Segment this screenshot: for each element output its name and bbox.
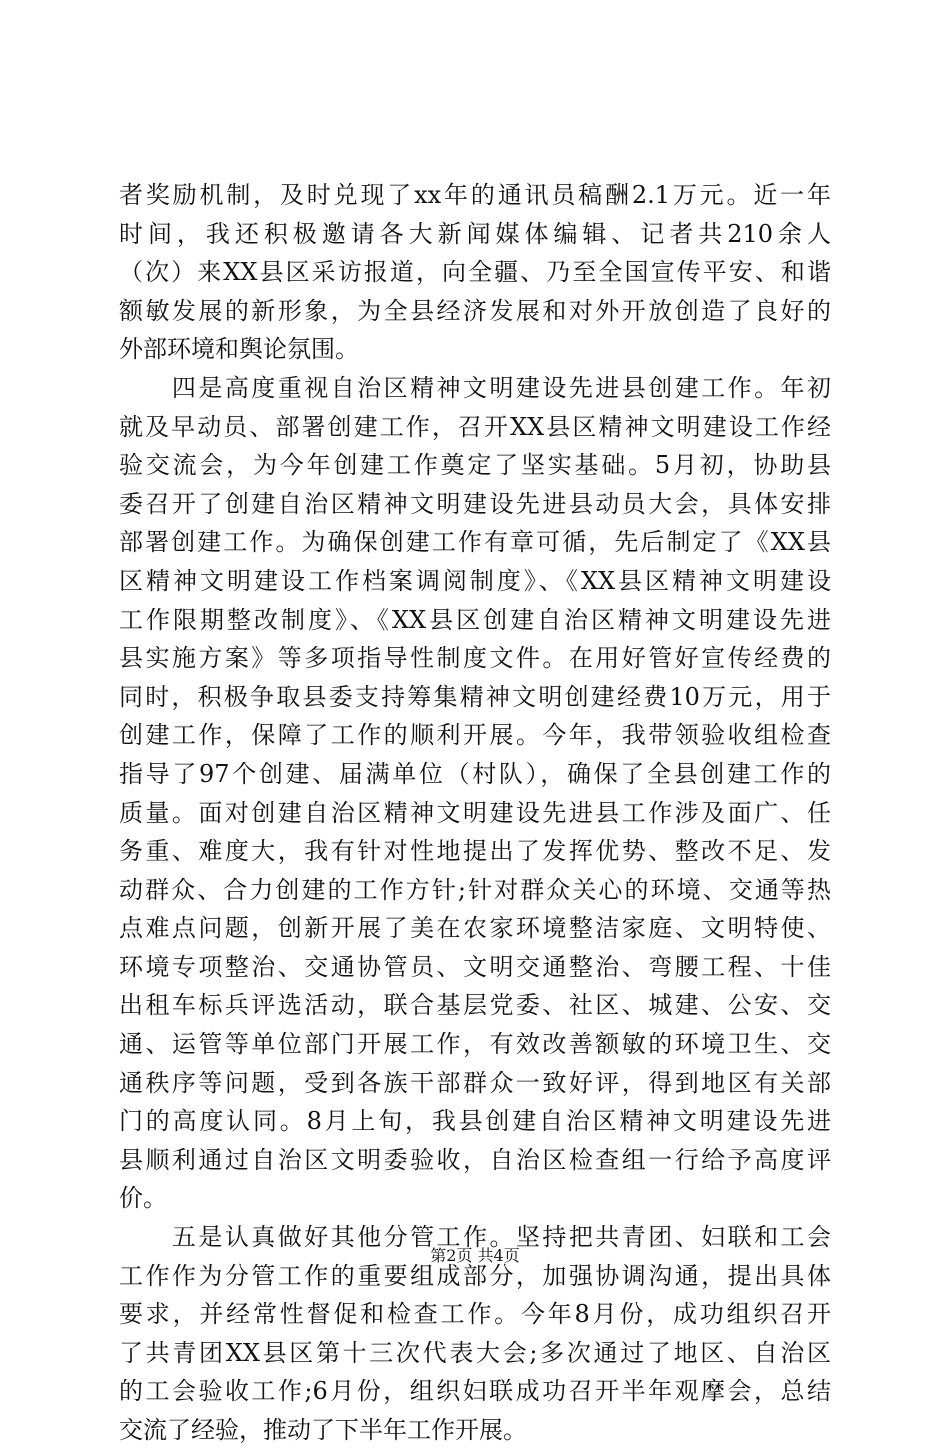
text-line: 验交流会，为今年创建工作奠定了坚实基础。5月初，协助县: [119, 451, 831, 480]
page-footer: 第2页 共4页: [430, 1246, 520, 1265]
text-line: 了共青团XX县区第十三次代表大会;多次通过了地区、自治区: [119, 1338, 831, 1367]
text-line: 价。: [119, 1184, 167, 1213]
text-line: 的工会验收工作;6月份，组织妇联成功召开半年观摩会，总结: [119, 1377, 831, 1406]
text-line: 要求，并经常性督促和检查工作。今年8月份，成功组织召开: [119, 1300, 831, 1329]
text-line: 委召开了创建自治区精神文明建设先进县动员大会，具体安排: [119, 489, 831, 518]
text-line: 外部环境和舆论氛围。: [119, 335, 359, 364]
text-line: 创建工作，保障了工作的顺利开展。今年，我带领验收组检查: [119, 721, 831, 750]
text-line: 点难点问题，创新开展了美在农家环境整洁家庭、文明特使、: [119, 914, 831, 943]
text-line: 就及早动员、部署创建工作，召开XX县区精神文明建设工作经: [119, 412, 831, 441]
text-line: 县实施方案》等多项指导性制度文件。在用好管好宣传经费的: [119, 644, 831, 673]
text-line: 部署创建工作。为确保创建工作有章可循，先后制定了《XX县: [119, 528, 831, 557]
text-line: 务重、难度大，我有针对性地提出了发挥优势、整改不足、发: [119, 837, 831, 866]
text-line: 环境专项整治、交通协管员、文明交通整治、弯腰工程、十佳: [119, 952, 831, 981]
text-line: 者奖励机制，及时兑现了xx年的通讯员稿酬2.1万元。近一年: [119, 181, 831, 209]
text-line: 工作作为分管工作的重要组成部分，加强协调沟通，提出具体: [119, 1261, 831, 1290]
text-line: 门的高度认同。8月上旬，我县创建自治区精神文明建设先进: [119, 1107, 831, 1136]
text-line: 通、运管等单位部门开展工作，有效改善额敏的环境卫生、交: [119, 1030, 831, 1059]
text-line: 区精神文明建设工作档案调阅制度》、《XX县区精神文明建设: [119, 566, 831, 595]
text-line: 县顺利通过自治区文明委验收，自治区检查组一行给予高度评: [119, 1145, 831, 1174]
text-line: （次）来XX县区采访报道，向全疆、乃至全国宣传平安、和谐: [119, 258, 831, 287]
text-line: 通秩序等问题，受到各族干部群众一致好评，得到地区有关部: [119, 1068, 831, 1097]
text-line: 工作限期整改制度》、《XX县区创建自治区精神文明建设先进: [119, 605, 831, 634]
text-line: 五是认真做好其他分管工作。坚持把共青团、妇联和工会: [119, 1223, 831, 1252]
text-line: 四是高度重视自治区精神文明建设先进县创建工作。年初: [119, 373, 831, 402]
text-line: 额敏发展的新形象，为全县经济发展和对外开放创造了良好的: [119, 296, 831, 325]
text-line: 出租车标兵评选活动，联合基层党委、社区、城建、公安、交: [119, 991, 831, 1020]
text-line: 时间，我还积极邀请各大新闻媒体编辑、记者共210余人: [119, 219, 831, 248]
text-line: 同时，积极争取县委支持筹集精神文明创建经费10万元，用于: [119, 682, 831, 711]
text-line: 动群众、合力创建的工作方针;针对群众关心的环境、交通等热: [119, 875, 831, 904]
text-line: 交流了经验，推动了下半年工作开展。: [119, 1416, 527, 1444]
text-line: 质量。面对创建自治区精神文明建设先进县工作涉及面广、任: [119, 798, 831, 827]
text-line: 指导了97个创建、届满单位（村队），确保了全县创建工作的: [119, 759, 831, 788]
